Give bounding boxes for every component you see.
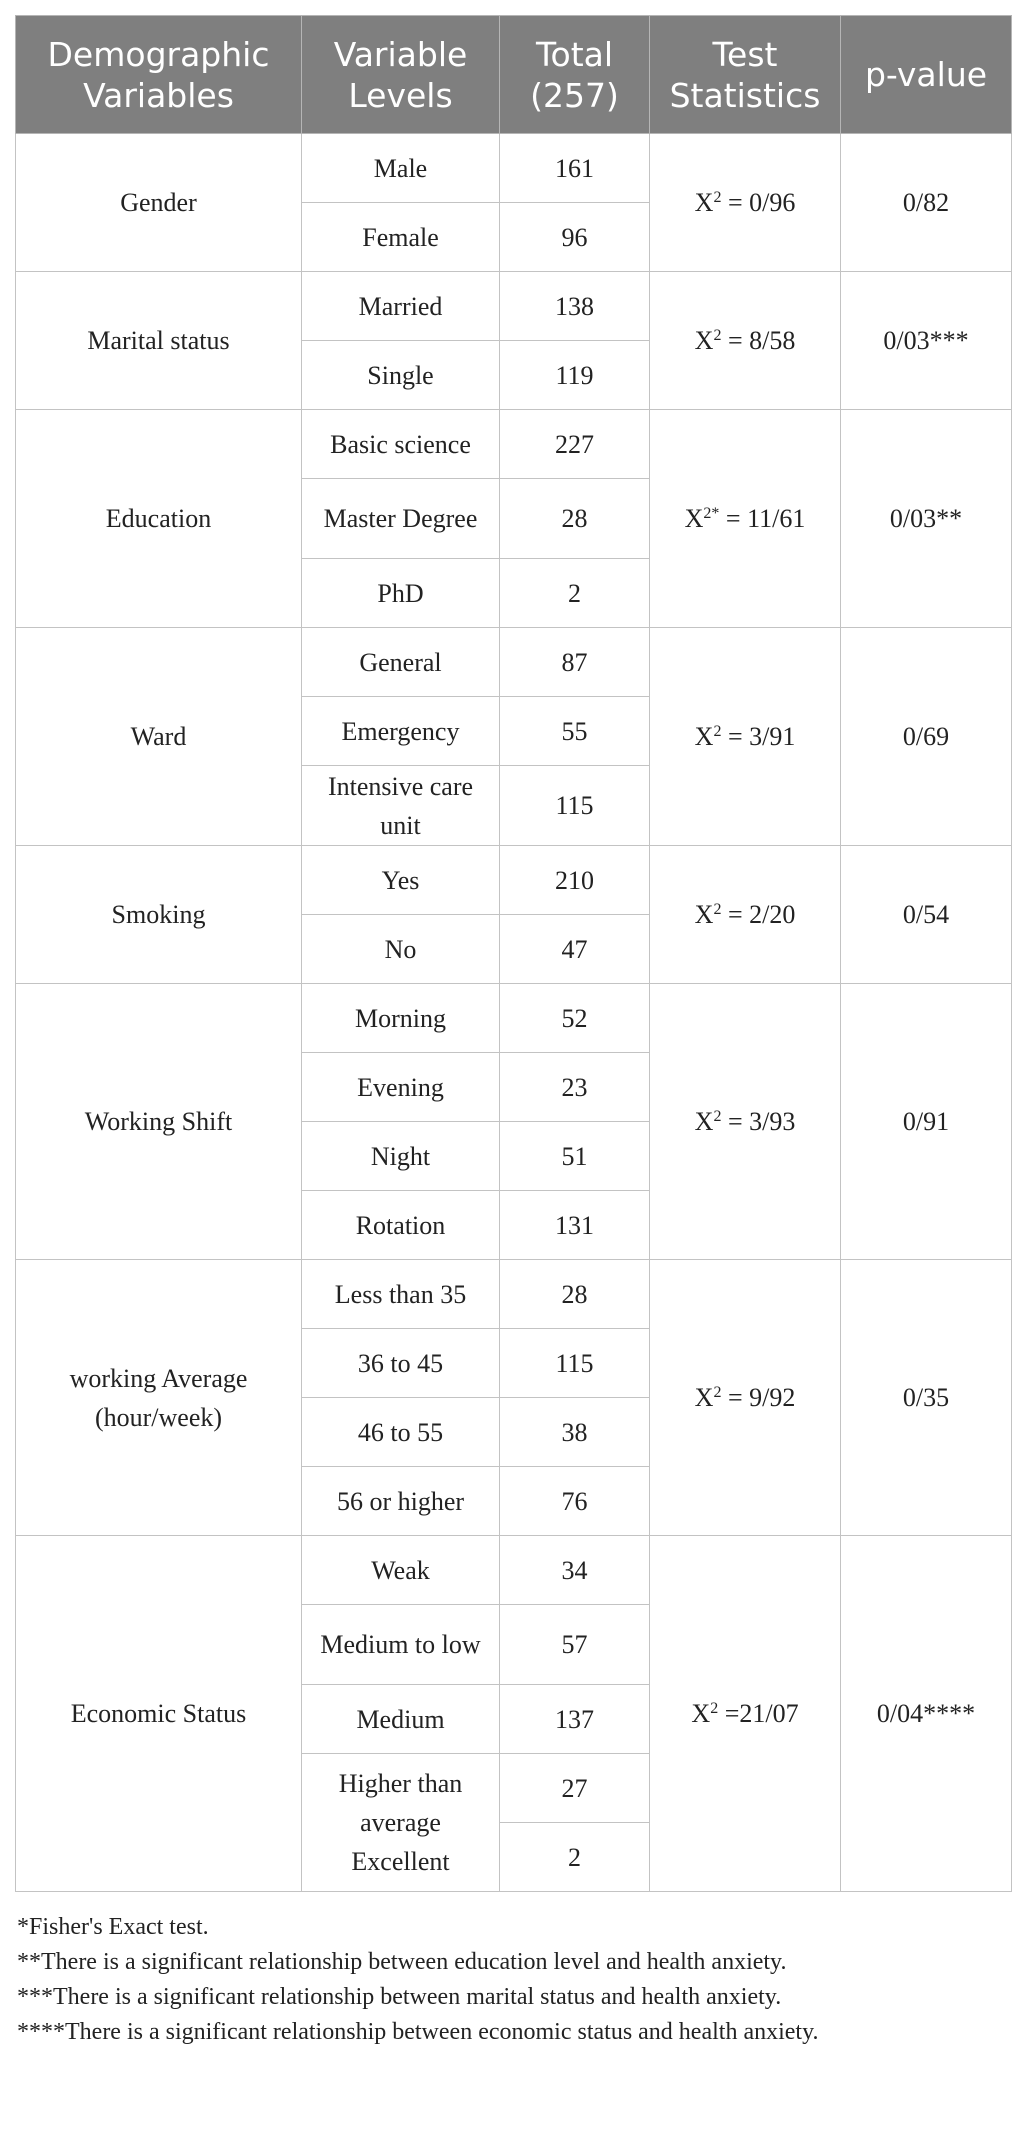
level-total: 38	[500, 1398, 650, 1467]
footnotes	[15, 1910, 1011, 2050]
demographics-table	[15, 15, 1012, 1892]
table-row	[16, 846, 1012, 915]
level-total: 27	[500, 1754, 650, 1823]
test-statistic	[650, 1536, 841, 1892]
level-total: 55	[500, 697, 650, 766]
statistic-value: = 0/96	[721, 188, 796, 217]
test-statistic	[650, 628, 841, 846]
level-total: 119	[500, 341, 650, 410]
level-label: Night	[302, 1122, 500, 1191]
level-label: 36 to 45	[302, 1329, 500, 1398]
level-label: Higher than average Excellent	[302, 1754, 500, 1892]
level-label: General	[302, 628, 500, 697]
statistic-symbol: X	[694, 188, 714, 217]
level-label: Basic science	[302, 410, 500, 479]
table-row	[16, 1536, 1012, 1605]
level-total: 52	[500, 984, 650, 1053]
level-label: Yes	[302, 846, 500, 915]
statistic-value: = 11/61	[719, 504, 806, 533]
p-value: 0/04****	[841, 1536, 1012, 1892]
statistic-symbol: X	[694, 1107, 714, 1136]
statistic-superscript: 2	[713, 723, 722, 740]
level-label: Medium	[302, 1685, 500, 1754]
footnote: **There is a significant relationship between education level and health anxiety.	[17, 1949, 787, 1975]
level-label: Single	[302, 341, 500, 410]
variable-name: Economic Status	[16, 1536, 302, 1892]
header-variable-levels: Variable Levels	[302, 16, 500, 134]
level-total: 57	[500, 1605, 650, 1685]
variable-name: Gender	[16, 134, 302, 272]
table-container	[15, 15, 1011, 2050]
header-p-value: p-value	[841, 16, 1012, 134]
footnote: *Fisher's Exact test.	[17, 1914, 209, 1940]
level-total: 87	[500, 628, 650, 697]
level-total: 47	[500, 915, 650, 984]
footnote: ***There is a significant relationship between marital status and health anxiety.	[17, 1984, 782, 2010]
level-total: 76	[500, 1467, 650, 1536]
level-total: 227	[500, 410, 650, 479]
level-total: 137	[500, 1685, 650, 1754]
statistic-symbol: X	[694, 326, 714, 355]
level-total: 23	[500, 1053, 650, 1122]
header-test-statistics: Test Statistics	[650, 16, 841, 134]
level-label: Married	[302, 272, 500, 341]
level-total: 34	[500, 1536, 650, 1605]
level-label: Medium to low	[302, 1605, 500, 1685]
level-total: 161	[500, 134, 650, 203]
level-label: Emergency	[302, 697, 500, 766]
level-label: Evening	[302, 1053, 500, 1122]
table-row	[16, 410, 1012, 479]
level-label: Intensive care unit	[302, 766, 500, 846]
statistic-superscript: 2	[713, 327, 722, 344]
level-total: 210	[500, 846, 650, 915]
table-body	[16, 134, 1012, 1892]
statistic-value: =21/07	[718, 1699, 799, 1728]
level-total: 131	[500, 1191, 650, 1260]
statistic-superscript: 2	[713, 1108, 722, 1125]
test-statistic	[650, 984, 841, 1260]
level-label: 56 or higher	[302, 1467, 500, 1536]
level-total: 96	[500, 203, 650, 272]
variable-name: Ward	[16, 628, 302, 846]
p-value: 0/03**	[841, 410, 1012, 628]
p-value: 0/03***	[841, 272, 1012, 410]
test-statistic	[650, 272, 841, 410]
level-total: 51	[500, 1122, 650, 1191]
level-total: 115	[500, 766, 650, 846]
statistic-superscript: 2	[713, 1384, 722, 1401]
level-label: Morning	[302, 984, 500, 1053]
level-label: Male	[302, 134, 500, 203]
level-label: Less than 35	[302, 1260, 500, 1329]
level-total: 2	[500, 1823, 650, 1892]
statistic-superscript: 2*	[703, 505, 720, 522]
p-value: 0/69	[841, 628, 1012, 846]
statistic-symbol: X	[694, 722, 714, 751]
statistic-value: = 8/58	[721, 326, 796, 355]
header-total: Total (257)	[500, 16, 650, 134]
test-statistic	[650, 134, 841, 272]
level-total: 28	[500, 1260, 650, 1329]
table-row	[16, 628, 1012, 697]
test-statistic	[650, 846, 841, 984]
statistic-superscript: 2	[713, 189, 722, 206]
table-row	[16, 1260, 1012, 1329]
statistic-symbol: X	[691, 1699, 711, 1728]
table-row	[16, 272, 1012, 341]
level-total: 115	[500, 1329, 650, 1398]
level-total: 138	[500, 272, 650, 341]
level-label: Female	[302, 203, 500, 272]
level-label: Rotation	[302, 1191, 500, 1260]
level-label: No	[302, 915, 500, 984]
variable-name: Marital status	[16, 272, 302, 410]
variable-name: Smoking	[16, 846, 302, 984]
test-statistic	[650, 410, 841, 628]
footnote: ****There is a significant relationship between economic status and health anxiety.	[17, 2019, 819, 2045]
table-row	[16, 134, 1012, 203]
statistic-symbol: X	[694, 900, 714, 929]
variable-name: Education	[16, 410, 302, 628]
level-label: Master Degree	[302, 479, 500, 559]
statistic-symbol: X	[694, 1383, 714, 1412]
statistic-superscript: 2	[710, 1700, 719, 1717]
variable-name: working Average (hour/week)	[16, 1260, 302, 1536]
statistic-value: = 9/92	[721, 1383, 796, 1412]
statistic-superscript: 2	[713, 901, 722, 918]
statistic-value: = 3/91	[721, 722, 796, 751]
test-statistic	[650, 1260, 841, 1536]
level-label: PhD	[302, 559, 500, 628]
header-row	[16, 16, 1012, 134]
level-label: Weak	[302, 1536, 500, 1605]
table-row	[16, 984, 1012, 1053]
statistic-value: = 2/20	[721, 900, 796, 929]
variable-name: Working Shift	[16, 984, 302, 1260]
statistic-value: = 3/93	[721, 1107, 796, 1136]
p-value: 0/91	[841, 984, 1012, 1260]
p-value: 0/82	[841, 134, 1012, 272]
p-value: 0/35	[841, 1260, 1012, 1536]
statistic-symbol: X	[684, 504, 704, 533]
level-label: 46 to 55	[302, 1398, 500, 1467]
level-total: 2	[500, 559, 650, 628]
level-total: 28	[500, 479, 650, 559]
p-value: 0/54	[841, 846, 1012, 984]
header-demographic-variables: Demographic Variables	[16, 16, 302, 134]
